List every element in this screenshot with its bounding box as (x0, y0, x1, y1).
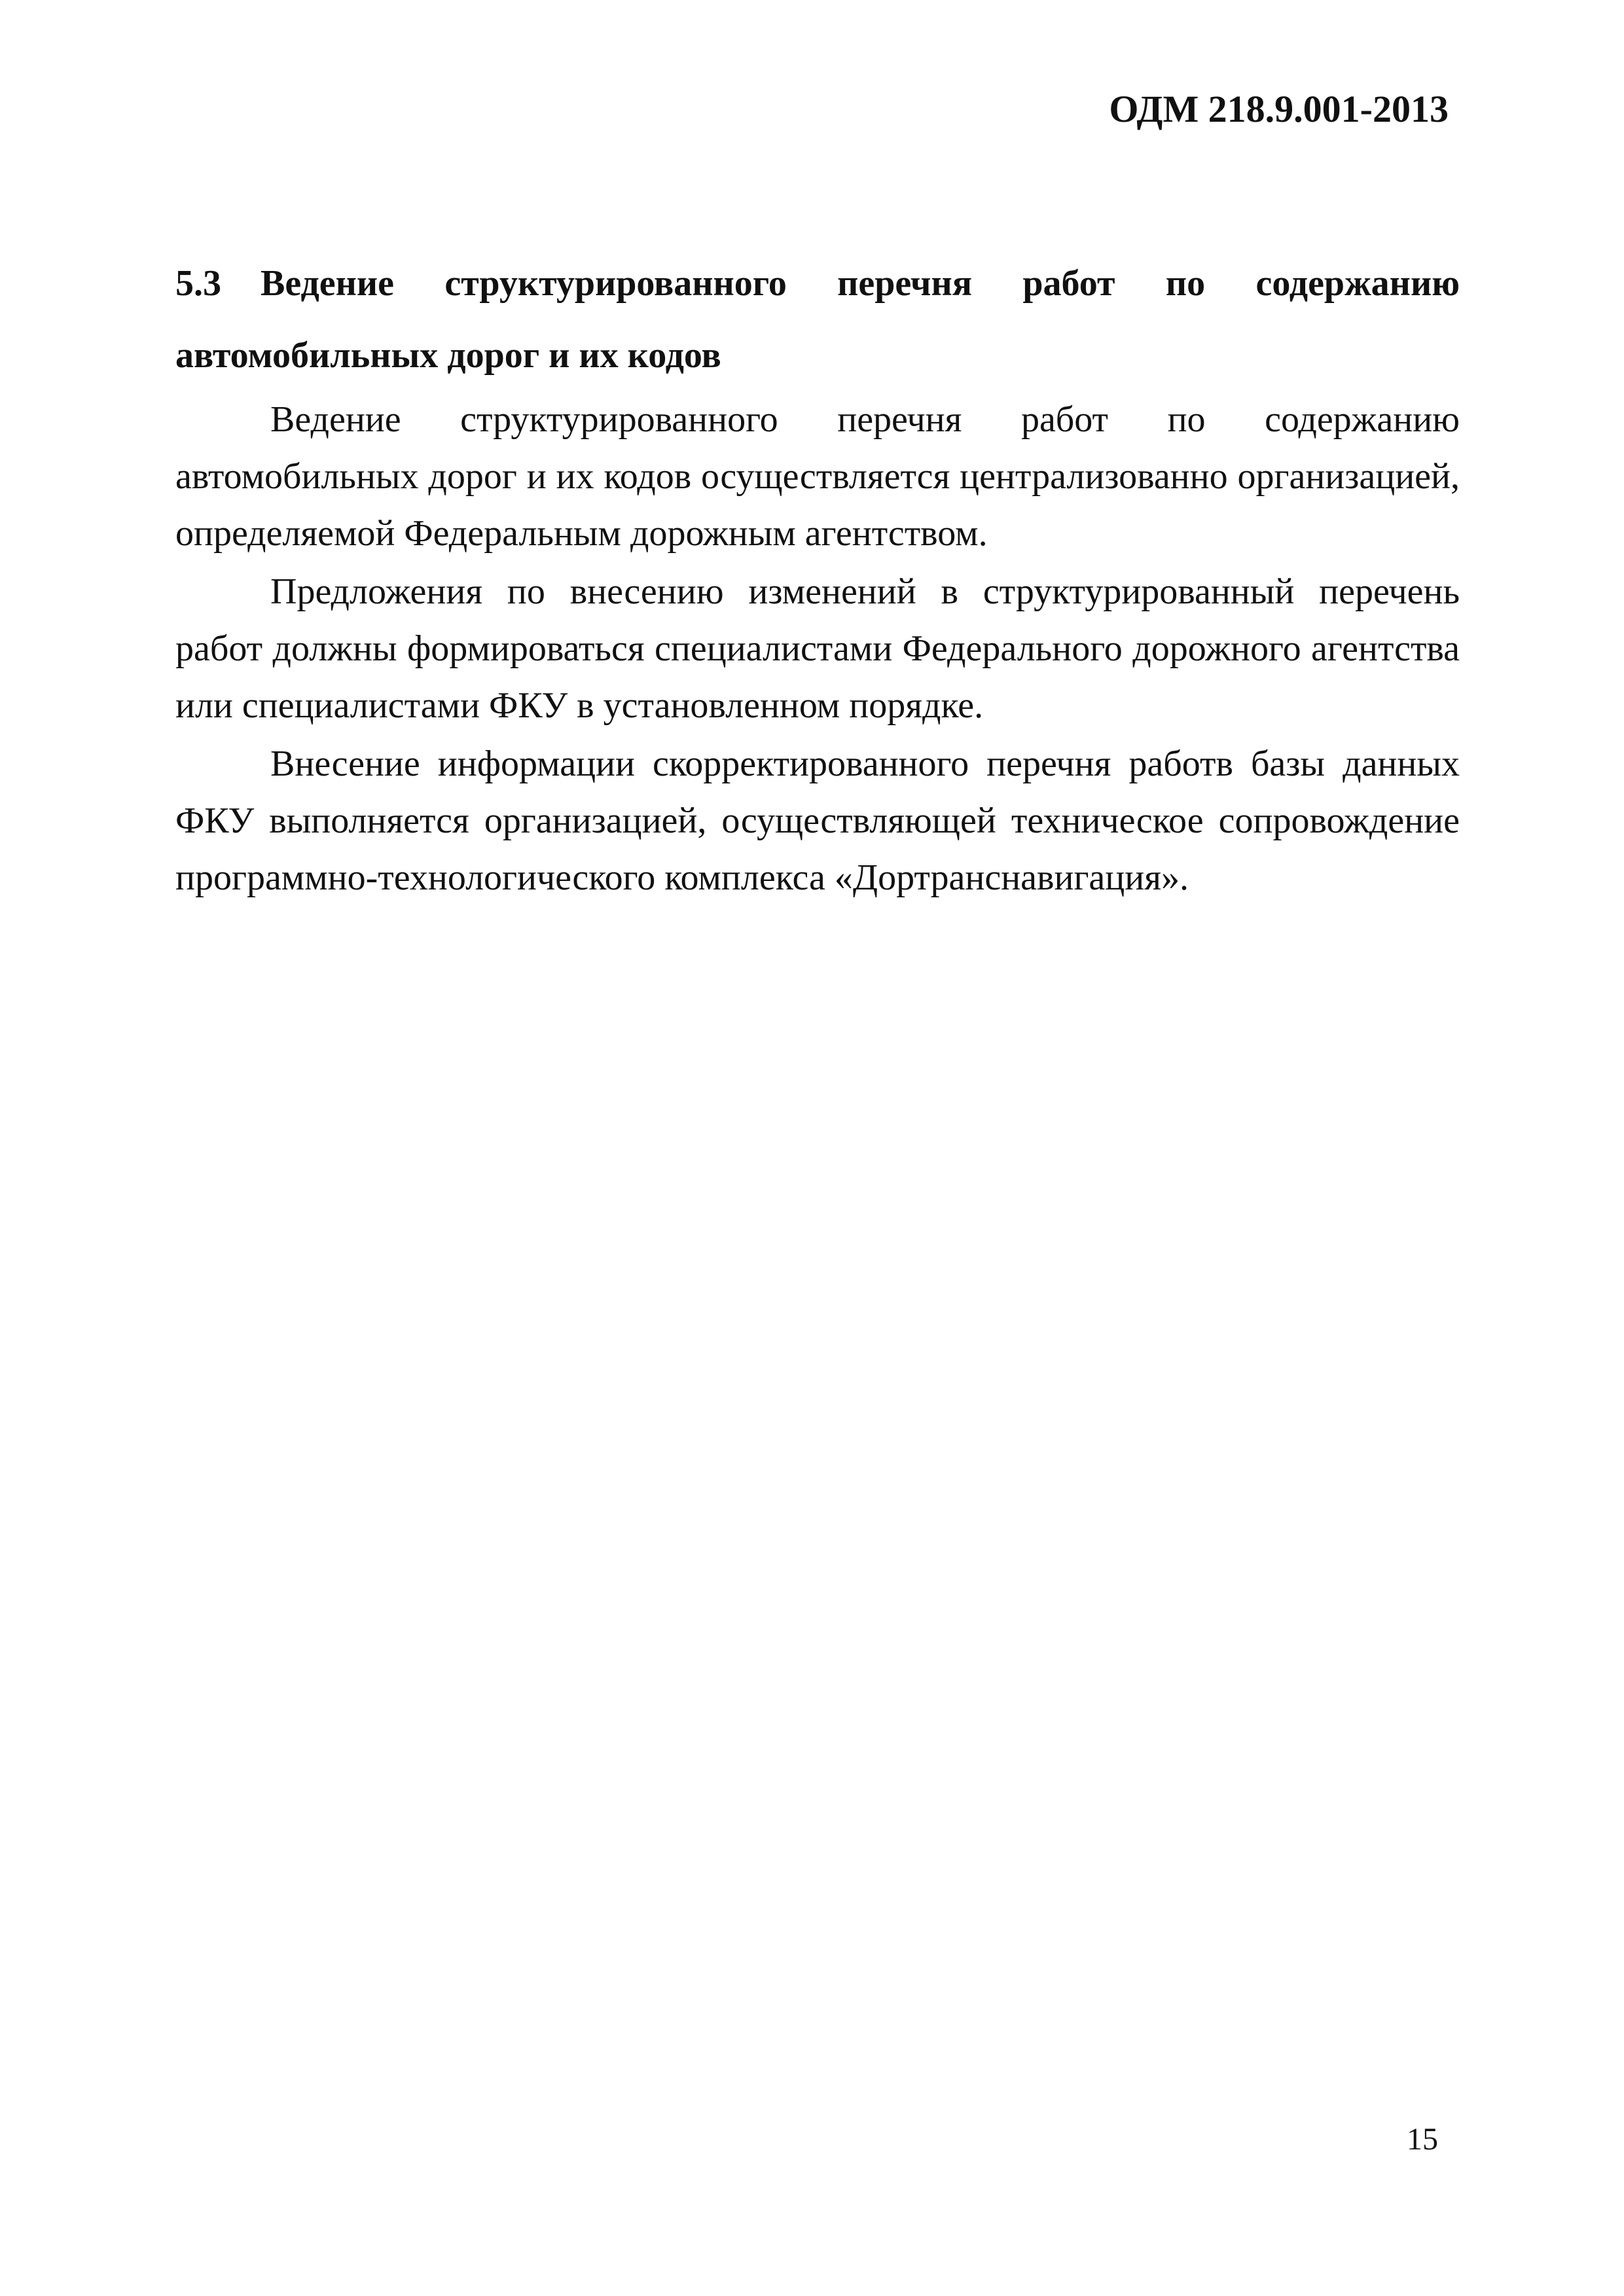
section-title: Ведение структурированного перечня работ по содержанию автомобильных дорог и их кодов (175, 263, 1460, 376)
paragraph-1: Ведение структурированного перечня работ по содержанию автомобильных дорог и их кодов осуществляется централизованно организацией, определяемой Федеральным дорожным агентством. (175, 399, 1460, 554)
section-number: 5.3 (175, 263, 221, 304)
section-heading (175, 247, 1460, 391)
document-code: ОДМ 218.9.001-2013 (1109, 88, 1449, 130)
document-body (175, 247, 1460, 908)
page-number: 15 (1407, 2122, 1438, 2157)
paragraph-3: Внесение информации скорректированного перечня работв базы данных ФКУ выполняется организацией, осуществляющей техническое сопровождение программно-технологического комплекса «Дортранснавигация». (175, 744, 1460, 898)
paragraph-2: Предложения по внесению изменений в структурированный перечень работ должны формироваться специалистами Федерального дорожного агентства или специалистами ФКУ в установленном порядке. (175, 571, 1460, 726)
